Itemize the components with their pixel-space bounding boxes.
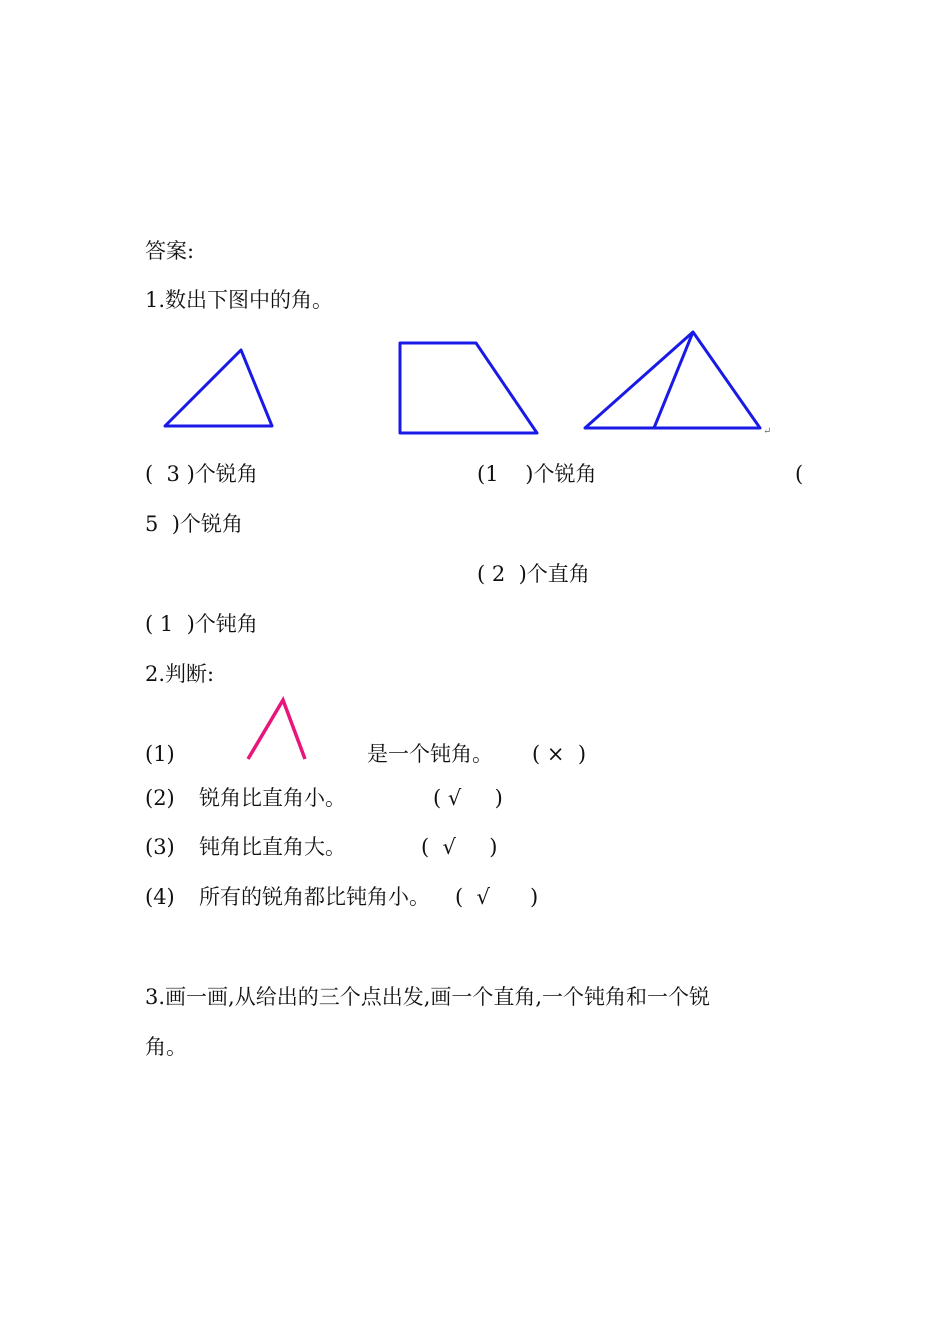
q2-title: 2.判断: (145, 662, 215, 686)
q2-item-1-answer: ( × ) (532, 742, 587, 766)
fig3-acute-count: 5 )个锐角 (145, 512, 243, 536)
q2-item-3-label: (3) (145, 835, 175, 859)
figure-acute-angle (243, 695, 313, 765)
figure-acute-triangle (160, 345, 280, 435)
fig1-acute-count: ( 3 )个锐角 (145, 462, 258, 486)
fig2-right-count: ( 2 )个直角 (477, 562, 590, 586)
fig3-obtuse-count: ( 1 )个钝角 (145, 612, 258, 636)
q2-item-3-text: 钝角比直角大。 (199, 835, 346, 859)
q2-item-1-label: (1) (145, 742, 175, 766)
svg-text:↵: ↵ (763, 426, 772, 437)
q2-item-2-answer: ( √ ) (433, 786, 503, 810)
answer-heading: 答案: (145, 239, 195, 263)
fig3-open-paren: ( (795, 462, 804, 486)
figure-divided-triangle (580, 327, 775, 437)
figure-right-trapezoid (395, 338, 545, 438)
q2-item-4-answer: ( √ ) (455, 885, 539, 909)
q3-title-line-2: 角。 (145, 1035, 187, 1059)
q1-title: 1.数出下图中的角。 (145, 288, 334, 312)
q3-title-line-1: 3.画一画,从给出的三个点出发,画一个直角,一个钝角和一个锐 (145, 985, 711, 1009)
q2-item-4-text: 所有的锐角都比钝角小。 (199, 885, 430, 909)
fig2-acute-count: (1 )个锐角 (477, 462, 597, 486)
q2-item-1-text: 是一个钝角。 (367, 742, 493, 766)
q2-item-4-label: (4) (145, 885, 175, 909)
q2-item-3-answer: ( √ ) (421, 835, 498, 859)
q2-item-2-label: (2) (145, 786, 175, 810)
q2-item-2-text: 锐角比直角小。 (199, 786, 346, 810)
